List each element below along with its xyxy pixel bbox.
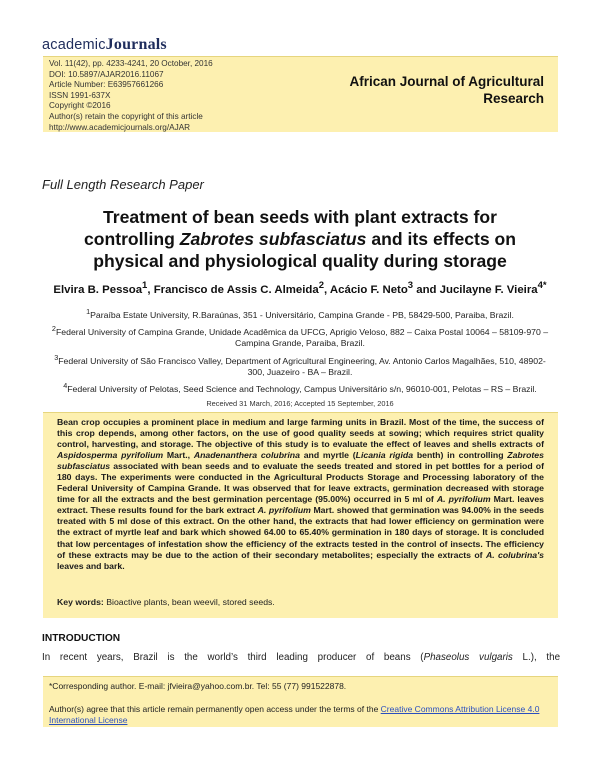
affiliation-item [48,306,552,321]
journal-name-line1: African Journal of Agricultural [349,74,544,89]
author-name: Elvira B. Pessoa [53,283,143,296]
abstract-segment: and myrtle ( [299,450,356,461]
abstract-species: A. colubrina's [485,549,544,560]
author-name: Acácio F. Neto [329,283,408,296]
author-separator: and [413,283,440,296]
intro-segment: L.), the [512,652,561,663]
title-species: Zabrotes subfasciatus [179,229,367,249]
journal-name-line2: Research [483,91,544,106]
footer-box [43,676,558,727]
paper-type: Full Length Research Paper [42,177,204,192]
abstract-segment: Mart. leaves extract. These results found for the bark extract [57,494,545,516]
meta-volume: Vol. 11(42), pp. 4233-4241, 20 October, 2016 [49,59,213,68]
introduction-heading: INTRODUCTION [42,633,121,644]
abstract-segment: Bean crop occupies a prominent place in medium and large farming units in Brazil. Most of the time, the success of this crop depends, among other factors, on the use of good quality seeds at sowing; which requires strict quality control, harvesting, and storage. The objective of this study is to evaluate the effect of leaves and shells extracts of [57,417,544,450]
author-name: Jucilayne F. Vieira [439,283,538,296]
affiliation-text: Paraíba Estate University, R.Baraúnas, 351 - Universitário, Campina Grande - PB, 58429-500, Paraiba, Brazil. [90,309,514,320]
paper-title [30,206,570,272]
abstract-segment: Mart. showed that germination was 94.00% in the seeds treated with 5 ml dose of this extract. On the other hand, the extracts that had lower efficiency on germination were the extract of myrtle leaf and bark which showed 64.00 to 65.40% germination in 180 days of storage. It is concluded that low percentages of infestation show the efficiency of the extracts tested in the control of insects. The efficiency of these extracts may be due to the action of their secondary metabolites; especially the extracts of [57,505,544,560]
title-line3: physical and physiological quality during storage [93,251,507,271]
intro-segment: In recent years, Brazil is the world’s third leading producer of beans ( [42,652,424,663]
abstract-text [57,417,544,572]
article-metadata [49,59,213,133]
author-separator: , [324,283,330,296]
abstract-segment: Mart., [163,450,194,461]
author-sup: 3 [407,280,414,291]
affiliation-text: Federal University of Pelotas, Seed Science and Technology, Campus Universitário s/n, 96010-001, Pelotas – RS – Brazil. [67,384,537,395]
corresponding-author: *Corresponding author. E-mail: jfvieira@yahoo.com.br. Tel: 55 (77) 991522878. [49,681,347,691]
author-sup: 1 [142,280,148,291]
meta-issn: ISSN 1991-637X [49,90,111,100]
received-accepted-dates: Received 31 March, 2016; Accepted 15 September, 2016 [206,399,394,408]
abstract-species: Aspidosperma pyrifolium [57,450,164,461]
affiliation-item [48,352,552,379]
meta-copyright: Copyright ©2016 [49,101,111,111]
keywords-label: Key words: [57,597,104,607]
license-text: Author(s) agree that this article remain permanently open access under the terms of the [49,704,381,714]
affiliation-sup: 2 [51,323,56,333]
journal-name [304,73,544,107]
title-line2-end: and its effects on [366,229,517,249]
meta-article-number: Article Number: E63957661266 [49,80,164,90]
title-line2-start: controlling [83,229,180,249]
abstract-species: A. pyrifolium [436,494,491,505]
author-list [20,280,580,296]
abstract-species: Licania rigida [355,450,414,461]
abstract-segment: benth) in controlling [413,450,508,461]
affiliation-sup: 1 [86,307,91,316]
affiliation-sup: 4 [63,381,68,391]
license-link[interactable]: Creative Commons Attribution License 4.0 International License [49,704,540,725]
intro-species: Phaseolus vulgaris [423,652,513,663]
keywords [57,597,275,607]
keywords-text: Bioactive plants, bean weevil, stored seeds. [103,597,275,607]
meta-url[interactable]: http://www.academicjournals.org/AJAR [49,122,191,132]
title-line2 [30,228,570,250]
abstract-segment: associated with bean seeds and to evaluate the seeds treated and stored in pet bottles for a period of 180 days. The experiments were conducted in the Agricultural Products Storage and Processing laboratory of the Federal University of Campina Grande. It was observed that for leave extracts, germination decreased with storage time for all the extracts and the best germination percentage (95.00%) occurred in 5 ml of [57,461,544,505]
author-name: Francisco de Assis C. Almeida [153,283,319,296]
author-sup: 4* [537,280,547,291]
journal-info-box [43,56,558,132]
abstract-species: Anadenanthera colubrina [193,450,300,461]
affiliation-item [48,380,552,395]
affiliations [48,306,552,397]
license-statement [49,704,554,726]
abstract-species: A. pyrifolium [257,505,311,516]
introduction-text [42,652,560,663]
title-line1: Treatment of bean seeds with plant extracts for [102,207,497,227]
abstract-segment: leaves and bark. [57,560,125,571]
affiliation-sup: 3 [54,352,59,362]
meta-doi: DOI: 10.5897/AJAR2016.11067 [49,69,164,79]
meta-rights: Author(s) retain the copyright of this article [49,111,203,121]
author-sup: 2 [318,280,324,291]
affiliation-item [48,323,552,350]
affiliation-text: Federal University of São Francisco Valley, Department of Agricultural Engineering, Av. Antonio Carlos Magalhães, 510, 48902-300, Juazeiro - BA – Brazil. [58,355,546,378]
logo-text-academic: academic [42,37,106,53]
publisher-logo [42,36,167,54]
abstract-box [43,412,558,618]
abstract-species: Zabrotes subfasciatus [57,450,544,472]
author-separator: , [147,283,154,296]
logo-text-journals: Journals [105,36,167,53]
affiliation-text: Federal University of Campina Grande, Unidade Acadêmica da UFCG, Aprigio Veloso, 882 – Caixa Postal 10064 – 58109-970 – Campina Grande, Paraiba, Brazil. [55,326,549,349]
